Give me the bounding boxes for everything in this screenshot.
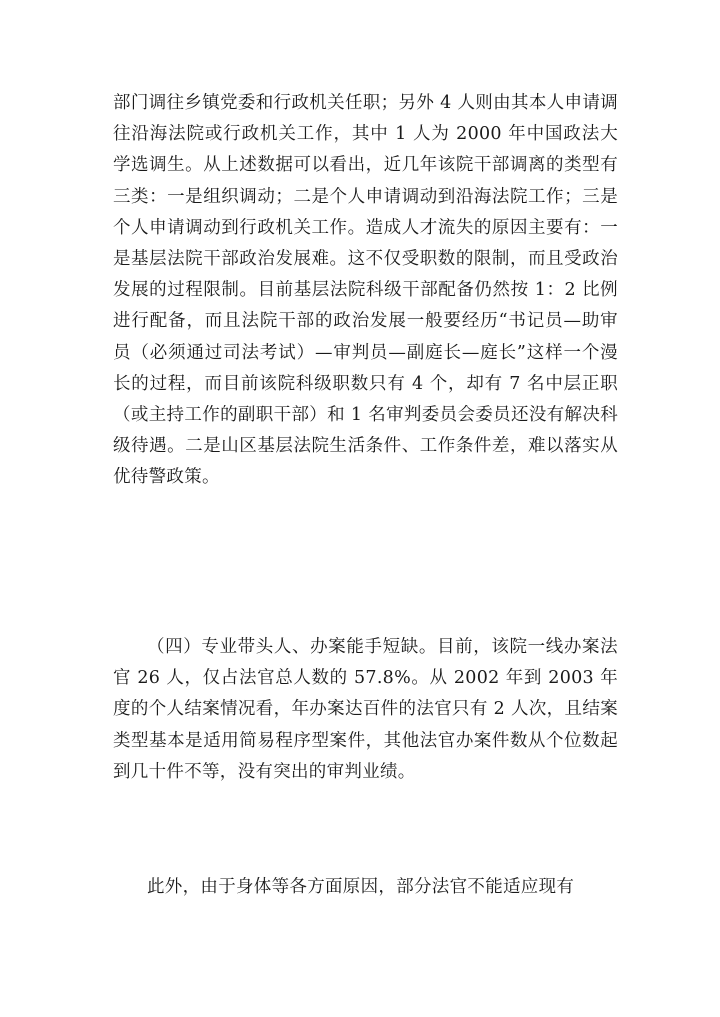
body-paragraph-staff-transfer: 部门调往乡镇党委和行政机关任职；另外 4 人则由其本人申请调往沿海法院或行政机关工作，其中 1 人为 2000 年中国政法大学选调生。从上述数据可以看出，近几年该院干部调离的类型有三类：一是组织调动；二是个人申请调动到沿海法院工作；三是个人申请调动到行政机关工作。造成人才流失的原因主要有：一是基层法院干部政治发展难。这不仅受职数的限制，而且受政治发展的过程限制。目前基层法院科级干部配备仍然按 1：2 比例进行配备，而且法院干部的政治发展一般要经历“书记员—助审员（必须通过司法考试）—审判员—副庭长—庭长”这样一个漫长的过程，而目前该院科级职数只有 4 个，却有 7 名中层正职（或主持工作的副职干部）和 1 名审判委员会委员还没有解决科级待遇。二是山区基层法院生活条件、工作条件差，难以落实从优待警政策。: [113, 93, 618, 488]
body-paragraph-additionally: 此外，由于身体等各方面原因，部分法官不能适应现有: [147, 877, 575, 897]
body-paragraph-section-four: （四）专业带头人、办案能手短缺。目前，该院一线办案法官 26 人，仅占法官总人数的 57.8%。从 2002 年到 2003 年度的个人结案情况看，年办案达百件的法官只有 2 人次，且结案类型基本是适用简易程序型案件，其他法官办案件数从个位数起到几十件不等，没有突出的审判业绩。: [113, 637, 618, 782]
